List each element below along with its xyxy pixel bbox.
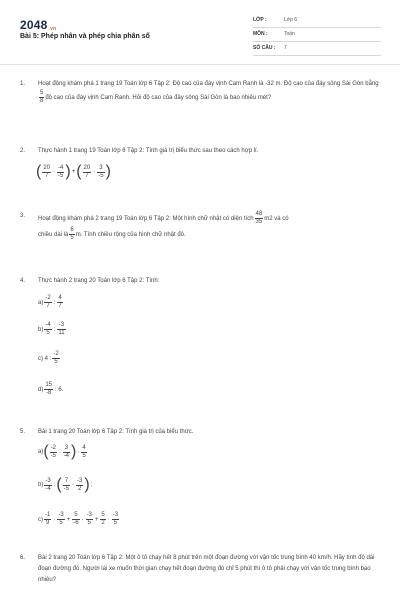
fraction	[86, 512, 93, 527]
operator: ·	[93, 169, 96, 175]
question-number: 2.	[20, 148, 26, 154]
denominator: 5	[87, 520, 91, 526]
denominator: -5	[58, 172, 64, 179]
numerator: -3	[77, 477, 83, 484]
numerator: -3	[86, 512, 92, 518]
meta-key: SỐ CÂU :	[253, 45, 276, 51]
q3-text-d: m. Tính chiều rộng của hình chữ nhật đó.	[75, 232, 186, 239]
numerator: 4	[58, 295, 62, 301]
q2-expression	[36, 164, 111, 180]
numerator: -2	[50, 444, 57, 451]
numerator: 20	[43, 164, 51, 171]
logo-text: 2048	[20, 18, 48, 32]
q5-item-b	[38, 477, 93, 493]
numerator: -3	[112, 512, 119, 518]
q3-text-c: chiều dài là	[38, 232, 69, 239]
fraction	[81, 445, 86, 460]
close-paren: )	[65, 163, 71, 180]
item-label: b)	[38, 482, 44, 488]
denominator: 5	[70, 235, 74, 242]
denominator: -5	[63, 485, 70, 492]
numerator: 4	[82, 444, 86, 451]
fraction	[112, 512, 119, 527]
question-text	[38, 79, 380, 105]
question-4	[20, 276, 380, 288]
operator: :	[59, 449, 61, 455]
denominator: 5	[59, 520, 63, 526]
fraction	[50, 445, 57, 460]
meta-value: 7	[284, 45, 287, 51]
item-label: d)	[38, 386, 44, 393]
brand-logo[interactable]	[20, 18, 56, 32]
numerator: -3	[58, 512, 64, 518]
punctuation: ;	[90, 482, 93, 488]
operator: ·	[53, 516, 56, 523]
fraction	[63, 478, 70, 493]
denominator: -5	[50, 452, 57, 459]
q3-text-b: m2 và có	[264, 216, 289, 223]
fraction	[44, 478, 51, 493]
numerator: 15	[45, 382, 53, 388]
numerator: 7	[64, 477, 69, 484]
numerator: 3	[99, 164, 103, 171]
question-number: 6.	[20, 555, 26, 561]
fraction	[57, 512, 64, 527]
fraction	[255, 211, 264, 226]
numerator: -1	[45, 512, 51, 518]
question-number: 1.	[20, 81, 26, 87]
fraction	[44, 512, 51, 527]
close-paren: )	[71, 443, 77, 460]
meta-key: MÔN :	[253, 31, 268, 37]
denominator: 5	[54, 359, 58, 365]
meta-row-count	[253, 42, 381, 56]
operator: :	[53, 326, 56, 333]
denominator: 8	[40, 98, 44, 104]
meta-value: Toán	[284, 31, 295, 37]
fraction	[42, 165, 51, 180]
denominator: 7	[58, 303, 62, 309]
header-divider	[0, 64, 400, 65]
operator: ·	[72, 482, 75, 488]
fraction	[57, 322, 65, 337]
numerator: -2	[53, 351, 59, 357]
denominator: -8	[46, 390, 52, 396]
operator: +	[94, 516, 99, 523]
operator: +	[66, 516, 71, 523]
meta-key: LỚP :	[253, 17, 267, 23]
question-1	[20, 79, 380, 123]
operator: ·	[107, 516, 110, 523]
denominator: -4	[63, 452, 70, 459]
meta-row-class	[253, 14, 381, 28]
numerator: -4	[58, 164, 64, 171]
numerator: 5	[101, 512, 105, 518]
q4-item-a	[38, 295, 64, 310]
q1-text-b: độ cao của đáy vịnh Cam Ranh. Hỏi độ cao của đáy sông Sài Gòn là bao nhiêu mét?	[45, 95, 272, 102]
denominator: 2	[78, 485, 82, 492]
numerator: -3	[45, 477, 51, 484]
question-number: 5.	[20, 429, 26, 435]
denominator: 11	[58, 330, 65, 336]
open-paren: (	[76, 163, 82, 180]
meta-row-subject	[253, 28, 381, 42]
denominator: 5	[113, 520, 118, 526]
close-paren: )	[84, 476, 90, 493]
question-6	[20, 553, 380, 597]
open-paren: (	[56, 476, 62, 493]
denominator: 7	[85, 172, 89, 179]
item-label: b)	[38, 326, 44, 333]
numerator: 6	[70, 227, 74, 234]
q4-item-c	[38, 351, 61, 366]
q5-item-a	[38, 444, 88, 460]
numerator: 48	[255, 211, 263, 217]
denominator: -6	[73, 520, 79, 526]
numerator: 5	[40, 90, 44, 96]
operator: :	[53, 299, 56, 306]
question-text: Bài 1 trang 20 Toán lớp 6 Tập 2: Tính giá trị của biểu thức.	[38, 429, 194, 435]
fraction	[63, 445, 70, 460]
item-label: a)	[38, 299, 44, 306]
close-paren: )	[105, 163, 111, 180]
item-label: a)	[38, 449, 44, 455]
item-label: c)	[38, 516, 43, 523]
q5-item-c	[38, 512, 120, 527]
open-paren: (	[36, 163, 42, 180]
page-title: Bài 5: Phép nhân và phép chia phân số	[20, 33, 150, 40]
q1-text-a: Hoạt động khám phá 1 trang 19 Toán lớp 6 Tập 2: Độ cao của đáy vịnh Cam Ranh là -32 m. Độ cao của đáy sông Sài Gòn bằng	[38, 81, 379, 87]
meta-table	[253, 14, 381, 56]
numerator: 3	[64, 444, 69, 451]
operator: ·	[81, 516, 84, 523]
denominator: 5	[46, 330, 50, 336]
question-number: 3.	[20, 213, 26, 219]
item-label: c) 4 :	[38, 355, 52, 362]
fraction	[72, 512, 79, 527]
denominator: -5	[98, 172, 104, 179]
fraction	[44, 322, 51, 337]
denominator: 5	[82, 452, 86, 459]
question-5	[20, 427, 380, 439]
question-text: Thực hành 2 trang 20 Toán lớp 6 Tập 2: Tính:	[38, 278, 160, 284]
fraction	[44, 295, 51, 310]
q3-text-a: Hoạt động khám phá 2 trang 19 Toán lớp 6 Tập 2: Một hình chữ nhật có diện tích	[38, 216, 254, 223]
operator: +	[71, 169, 76, 175]
fraction	[100, 512, 105, 527]
question-3	[20, 211, 380, 261]
fraction	[57, 295, 62, 310]
denominator: 7	[46, 303, 50, 309]
operator: :	[53, 482, 56, 488]
fraction	[52, 351, 59, 366]
numerator: 5	[74, 512, 78, 518]
denominator: 35	[255, 219, 263, 225]
question-2	[20, 146, 380, 158]
denominator: 9	[46, 520, 50, 526]
q4-item-b	[38, 322, 67, 337]
operator: ·	[77, 449, 80, 455]
fraction	[97, 165, 104, 180]
fraction	[69, 227, 74, 242]
question-text	[38, 211, 380, 243]
numerator: -4	[45, 322, 51, 328]
logo-suffix: .vn	[48, 26, 57, 32]
fraction	[83, 165, 92, 180]
question-text: Bài 2 trang 20 Toán lớp 6 Tập 2: Một ô tô chạy hết 8 phút trên một đoạn đường với vận tốc trung bình 40 km/h. Hãy tính độ dài đoạn đường đó. Người lái xe muốn thời gian chạy hết đoạn đường đó chỉ 5 phút thì ô tô phải chạy với vận tốc trung bình bao nhiêu?	[38, 555, 375, 583]
denominator: 7	[45, 172, 49, 179]
fraction	[57, 165, 64, 180]
numerator: -2	[45, 295, 51, 301]
fraction	[44, 382, 53, 397]
denominator: 2	[101, 520, 105, 526]
denominator: -4	[45, 485, 51, 492]
fraction	[39, 90, 44, 105]
numerator: -3	[58, 322, 65, 328]
meta-value: Lớp 6	[284, 17, 298, 23]
operator: ·	[53, 169, 56, 175]
operator: : 6.	[55, 386, 64, 393]
question-text: Thực hành 1 trang 19 Toán lớp 6 Tập 2: Tính giá trị biểu thức sau theo cách hợp lí.	[38, 148, 259, 154]
q4-item-d	[38, 382, 64, 397]
open-paren: (	[43, 443, 49, 460]
worksheet-header	[0, 0, 400, 62]
question-number: 4.	[20, 278, 26, 284]
numerator: 20	[83, 164, 91, 171]
fraction	[76, 478, 83, 493]
